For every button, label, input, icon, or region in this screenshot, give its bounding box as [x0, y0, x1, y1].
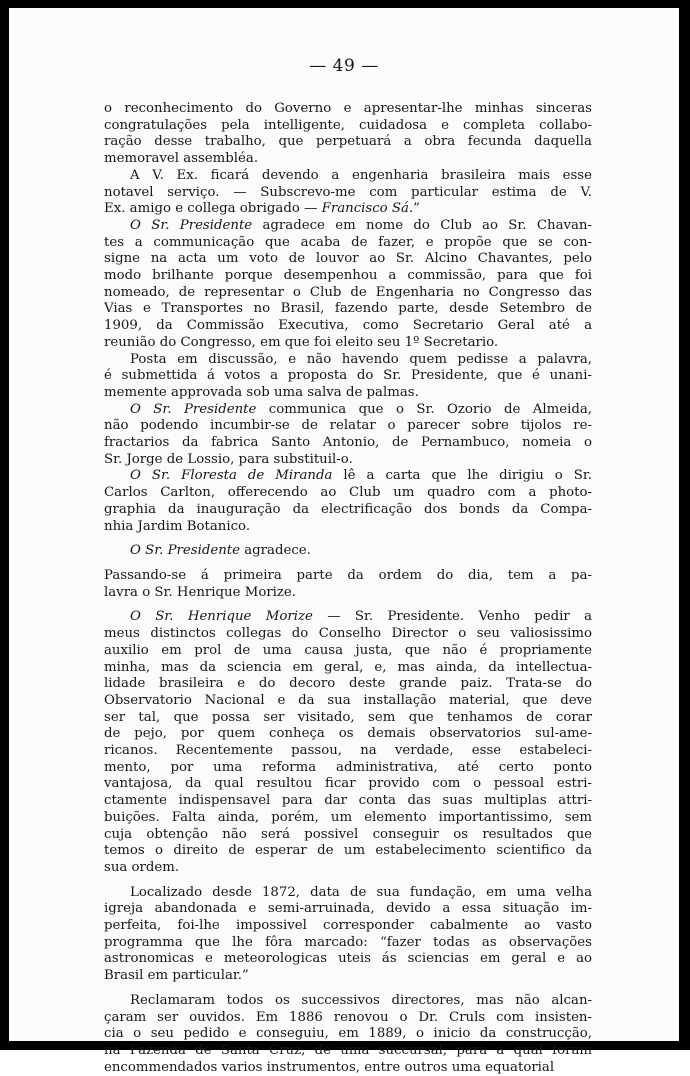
speaker-name: O Sr. Presidente: [130, 401, 257, 417]
text-line: [104, 118, 592, 135]
text-line: [104, 993, 592, 1010]
line-text: Localizado desde 1872, data de sua fundação, em uma velha: [130, 884, 592, 900]
paragraph: [104, 609, 592, 876]
text-line: [104, 452, 592, 469]
line-text: lavra o Sr. Henrique Morize.: [104, 584, 297, 600]
line-text: o reconhecimento do Governo e apresentar-lhe minhas sinceras: [104, 101, 592, 116]
text-line: [104, 368, 592, 385]
line-text: Reclamaram todos os successivos directores, mas não alcan-: [130, 992, 592, 1008]
text-line: [104, 335, 592, 352]
speaker-name: O Sr. Presidente: [130, 543, 240, 559]
line-text: ser tal, que possa ser visitado, sem que tenhamos de corar: [104, 709, 592, 725]
text-line: [104, 468, 592, 485]
text-line: [104, 643, 592, 660]
speaker-name: O Sr. Presidente: [130, 217, 253, 233]
page-number: — 49 —: [309, 56, 379, 76]
line-text: memente approvada sob uma salva de palmas.: [104, 384, 419, 400]
line-text: tes a communicação que acaba de fazer, e propõe que se con-: [104, 234, 592, 250]
line-text: agradece.: [240, 543, 311, 559]
line-text: lidade brasileira e do decoro deste grande paiz. Trata-se do: [104, 676, 592, 692]
line-text: ”: [413, 201, 420, 217]
text-line: [104, 201, 592, 218]
line-text: nomeado, de representar o Club de Engenharia no Congresso das: [104, 284, 592, 300]
text-line: [104, 1043, 592, 1060]
text-line: [104, 251, 592, 268]
line-text: é submettida á votos a proposta do Sr. Presidente, que é unani-: [104, 368, 592, 384]
line-text: Passando-se á primeira parte da ordem do dia, tem a pa-: [104, 567, 592, 583]
line-text: reunião do Congresso, em que foi eleito seu 1º Secretario.: [104, 334, 499, 350]
text-line: [104, 268, 592, 285]
text-line: [104, 626, 592, 643]
paragraph: [104, 993, 592, 1076]
text-line: [104, 1010, 592, 1027]
line-text: cuja obtenção não será possivel conseguir os resultados que: [104, 826, 592, 842]
paragraph: [104, 885, 592, 985]
paragraph: [104, 168, 592, 218]
paragraph: [104, 402, 592, 469]
paragraph: [104, 218, 592, 352]
text-line: [104, 585, 592, 602]
text-line: [104, 151, 592, 168]
paragraph: [104, 352, 592, 402]
text-line: [104, 519, 592, 536]
text-line: [104, 101, 592, 118]
text-line: [104, 543, 592, 560]
text-line: [104, 485, 592, 502]
line-text: ração desse trabalho, que perpetuará a obra fecunda daquella: [104, 134, 592, 150]
line-text: na Fazenda de Santa Cruz, de uma succursal, para a qual foram: [104, 1042, 592, 1058]
line-text: perfeita, foi-lhe impossivel corresponder cabalmente ao vasto: [104, 918, 592, 934]
text-line: [104, 609, 592, 626]
line-text: 1909, da Commissão Executiva, como Secretario Geral até a: [104, 318, 592, 334]
text-line: [104, 918, 592, 935]
line-text: igreja abandonada e semi-arruinada, devido a essa situação im-: [104, 901, 592, 917]
line-text: Ex. amigo e collega obrigado —: [104, 201, 322, 217]
line-text: Observatorio Nacional e da sua installação material, que deve: [104, 692, 592, 708]
line-text: A V. Ex. ficará devendo a engenharia brasileira mais esse: [130, 167, 592, 183]
line-text: Posta em discussão, e não havendo quem pedisse a palavra,: [130, 351, 592, 367]
paragraph: [104, 543, 592, 560]
text-line: [104, 885, 592, 902]
line-text: nhia Jardim Botanico.: [104, 518, 251, 534]
paragraph: [104, 101, 592, 168]
line-text: temos o direito de esperar de um estabelecimento scientifico da: [104, 843, 592, 859]
speaker-name: O Sr. Floresta de Miranda: [130, 468, 333, 484]
text-line: [104, 968, 592, 985]
line-text: sua ordem.: [104, 859, 180, 875]
text-line: [104, 901, 592, 918]
line-text: astronomicas e meteorologicas uteis ás sciencias em geral e ao: [104, 951, 592, 967]
text-line: [104, 693, 592, 710]
line-text: çaram ser ouvidos. Em 1886 renovou o Dr. Cruls com insisten-: [104, 1009, 592, 1025]
line-text: ricanos. Recentemente passou, na verdade, esse estabeleci-: [104, 743, 592, 759]
text-line: [104, 726, 592, 743]
text-line: [104, 502, 592, 519]
text-line: [104, 185, 592, 202]
line-text: meus distinctos collegas do Conselho Director o seu valiosissimo: [104, 626, 592, 642]
line-text: communica que o Sr. Ozorio de Almeida,: [256, 401, 592, 417]
paragraph: [104, 568, 592, 601]
text-line: [104, 935, 592, 952]
line-text: encommendados varios instrumentos, entre outros uma equatorial: [104, 1059, 555, 1075]
line-text: minha, mas da sciencia em geral, e, mas ainda, da intellectua-: [104, 659, 592, 675]
text-line: [104, 1026, 592, 1043]
text-line: [104, 760, 592, 777]
text-line: [104, 418, 592, 435]
text-line: [104, 951, 592, 968]
line-text: congratulações pela intelligente, cuidadosa e completa collabo-: [104, 117, 592, 133]
text-line: [104, 134, 592, 151]
line-text: modo brilhante porque desempenhou a commissão, para que foi: [104, 268, 592, 284]
line-text: Sr. Jorge de Lossio, para substituil-o.: [104, 451, 353, 467]
line-text: signe na acta um voto de louvor ao Sr. Alcino Chavantes, pelo: [104, 251, 592, 267]
line-text: lê a carta que lhe dirigiu o Sr.: [332, 468, 592, 484]
line-text: Carlos Carlton, offerecendo ao Club um quadro com a photo-: [104, 485, 592, 501]
line-text: memoravel assembléa.: [104, 151, 259, 167]
speaker-name: Francisco Sá.: [321, 201, 414, 217]
text-line: [104, 568, 592, 585]
line-text: programma que lhe fôra marcado: “fazer todas as observações: [104, 934, 592, 950]
text-line: [104, 301, 592, 318]
text-line: [104, 318, 592, 335]
line-text: — Sr. Presidente. Venho pedir a: [312, 609, 592, 625]
line-text: vantajosa, da qual resultou ficar provido com o pessoal estri-: [104, 776, 592, 792]
line-text: mento, por uma reforma administrativa, até certo ponto: [104, 759, 592, 775]
line-text: não podendo incumbir-se de relatar o parecer sobre tijolos re-: [104, 418, 592, 434]
text-line: [104, 827, 592, 844]
line-text: notavel serviço. — Subscrevo-me com particular estima de V.: [104, 184, 592, 200]
line-text: Brasil em particular.”: [104, 968, 249, 984]
line-text: Vias e Transportes no Brasil, fazendo parte, desde Setembro de: [104, 301, 592, 317]
book-page: [9, 8, 679, 1075]
text-line: [104, 385, 592, 402]
text-line: [104, 352, 592, 369]
speaker-name: O Sr. Henrique Morize: [130, 609, 313, 625]
paragraph: [104, 468, 592, 535]
line-text: auxilio em prol de uma causa justa, que não é propriamente: [104, 642, 592, 658]
text-line: [104, 660, 592, 677]
line-text: ctamente indispensavel para dar conta das suas multiplas attri-: [104, 793, 592, 809]
text-line: [104, 843, 592, 860]
text-line: [104, 676, 592, 693]
text-line: [104, 710, 592, 727]
line-text: cia o seu pedido e conseguiu, em 1889, o inicio da construcção,: [104, 1026, 592, 1042]
text-line: [104, 810, 592, 827]
text-line: [104, 168, 592, 185]
text-line: [104, 218, 592, 235]
line-text: agradece em nome do Club ao Sr. Chavan-: [252, 217, 592, 233]
text-line: [104, 435, 592, 452]
text-line: [104, 285, 592, 302]
text-line: [104, 402, 592, 419]
body-text: [104, 101, 592, 1076]
line-text: de pejo, por quem conheça os demais observatorios sul-ame-: [104, 726, 592, 742]
text-line: [104, 1060, 592, 1076]
text-line: [104, 776, 592, 793]
text-line: [104, 793, 592, 810]
line-text: buições. Falta ainda, porém, um elemento importantissimo, sem: [104, 809, 592, 825]
line-text: fractarios da fabrica Santo Antonio, de Pernambuco, nomeia o: [104, 435, 592, 451]
text-line: [104, 235, 592, 252]
line-text: graphia da inauguração da electrificação dos bonds da Compa-: [104, 501, 592, 517]
text-line: [104, 743, 592, 760]
text-line: [104, 860, 592, 877]
